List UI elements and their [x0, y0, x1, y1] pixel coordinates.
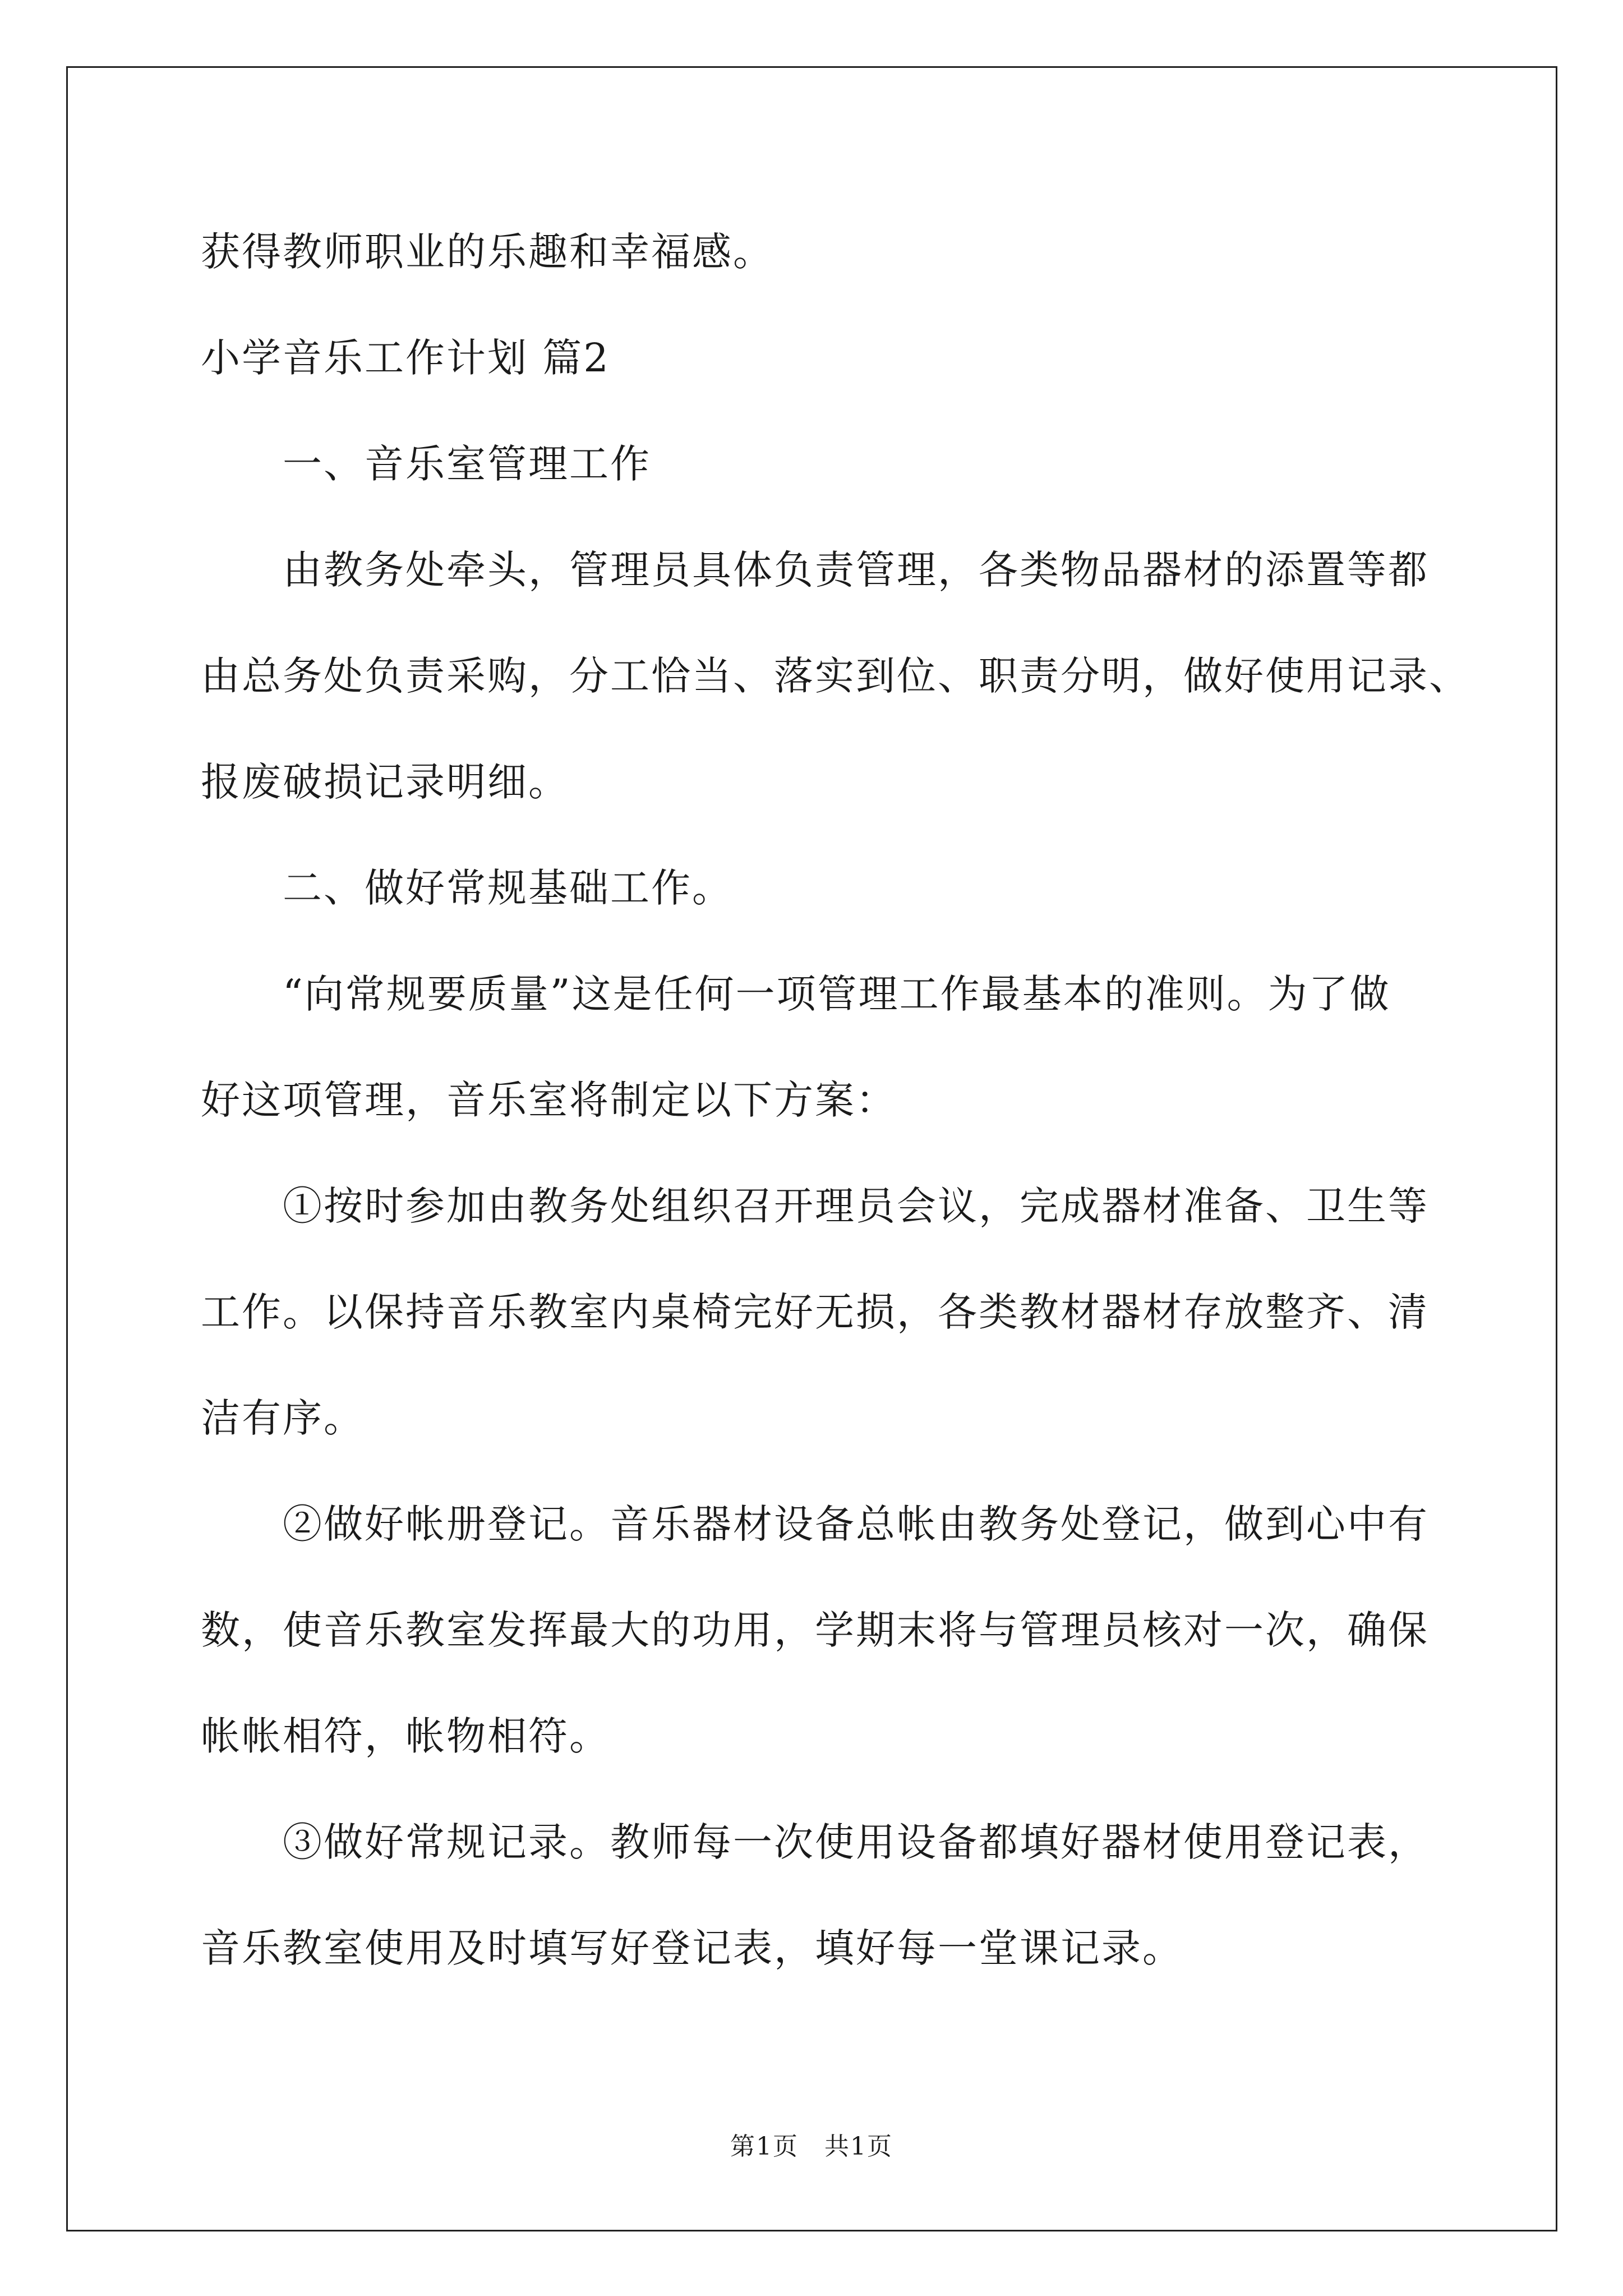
body-text-line: 数，使音乐教室发挥最大的功用，学期末将与管理员核对一次，确保 — [201, 1607, 1429, 1653]
body-text-line: 好这项管理，音乐室将制定以下方案： — [201, 1077, 897, 1123]
page-number-footer: 第1页 共1页 — [730, 2132, 893, 2161]
body-text-line: 洁有序。 — [201, 1395, 365, 1441]
body-text-line: 报废破损记录明细。 — [201, 759, 569, 805]
section-heading: 二、做好常规基础工作。 — [283, 865, 733, 911]
list-item-line: ②做好帐册登记。音乐器材设备总帐由教务处登记，做到心中有 — [283, 1501, 1429, 1547]
body-text-line: 获得教师职业的乐趣和幸福感。 — [201, 229, 774, 275]
section-heading: 一、音乐室管理工作 — [283, 441, 651, 487]
body-text-line: “向常规要质量”这是任何一项管理工作最基本的准则。为了做 — [283, 971, 1391, 1017]
body-text-line: 由教务处牵头，管理员具体负责管理，各类物品器材的添置等都 — [283, 547, 1429, 593]
document-body — [201, 199, 1536, 2001]
section-title: 小学音乐工作计划 篇2 — [201, 335, 610, 381]
list-item-line: ③做好常规记录。教师每一次使用设备都填好器材使用登记表， — [283, 1819, 1429, 1865]
body-text-line: 音乐教室使用及时填写好登记表，填好每一堂课记录。 — [201, 1925, 1183, 1971]
list-item-line: ①按时参加由教务处组织召开理员会议，完成器材准备、卫生等 — [283, 1183, 1429, 1229]
body-text-line: 帐帐相符，帐物相符。 — [201, 1713, 610, 1759]
body-text-line: 由总务处负责采购，分工恰当、落实到位、职责分明，做好使用记录、 — [201, 653, 1470, 699]
body-text-line: 工作。以保持音乐教室内桌椅完好无损，各类教材器材存放整齐、清 — [201, 1289, 1429, 1335]
